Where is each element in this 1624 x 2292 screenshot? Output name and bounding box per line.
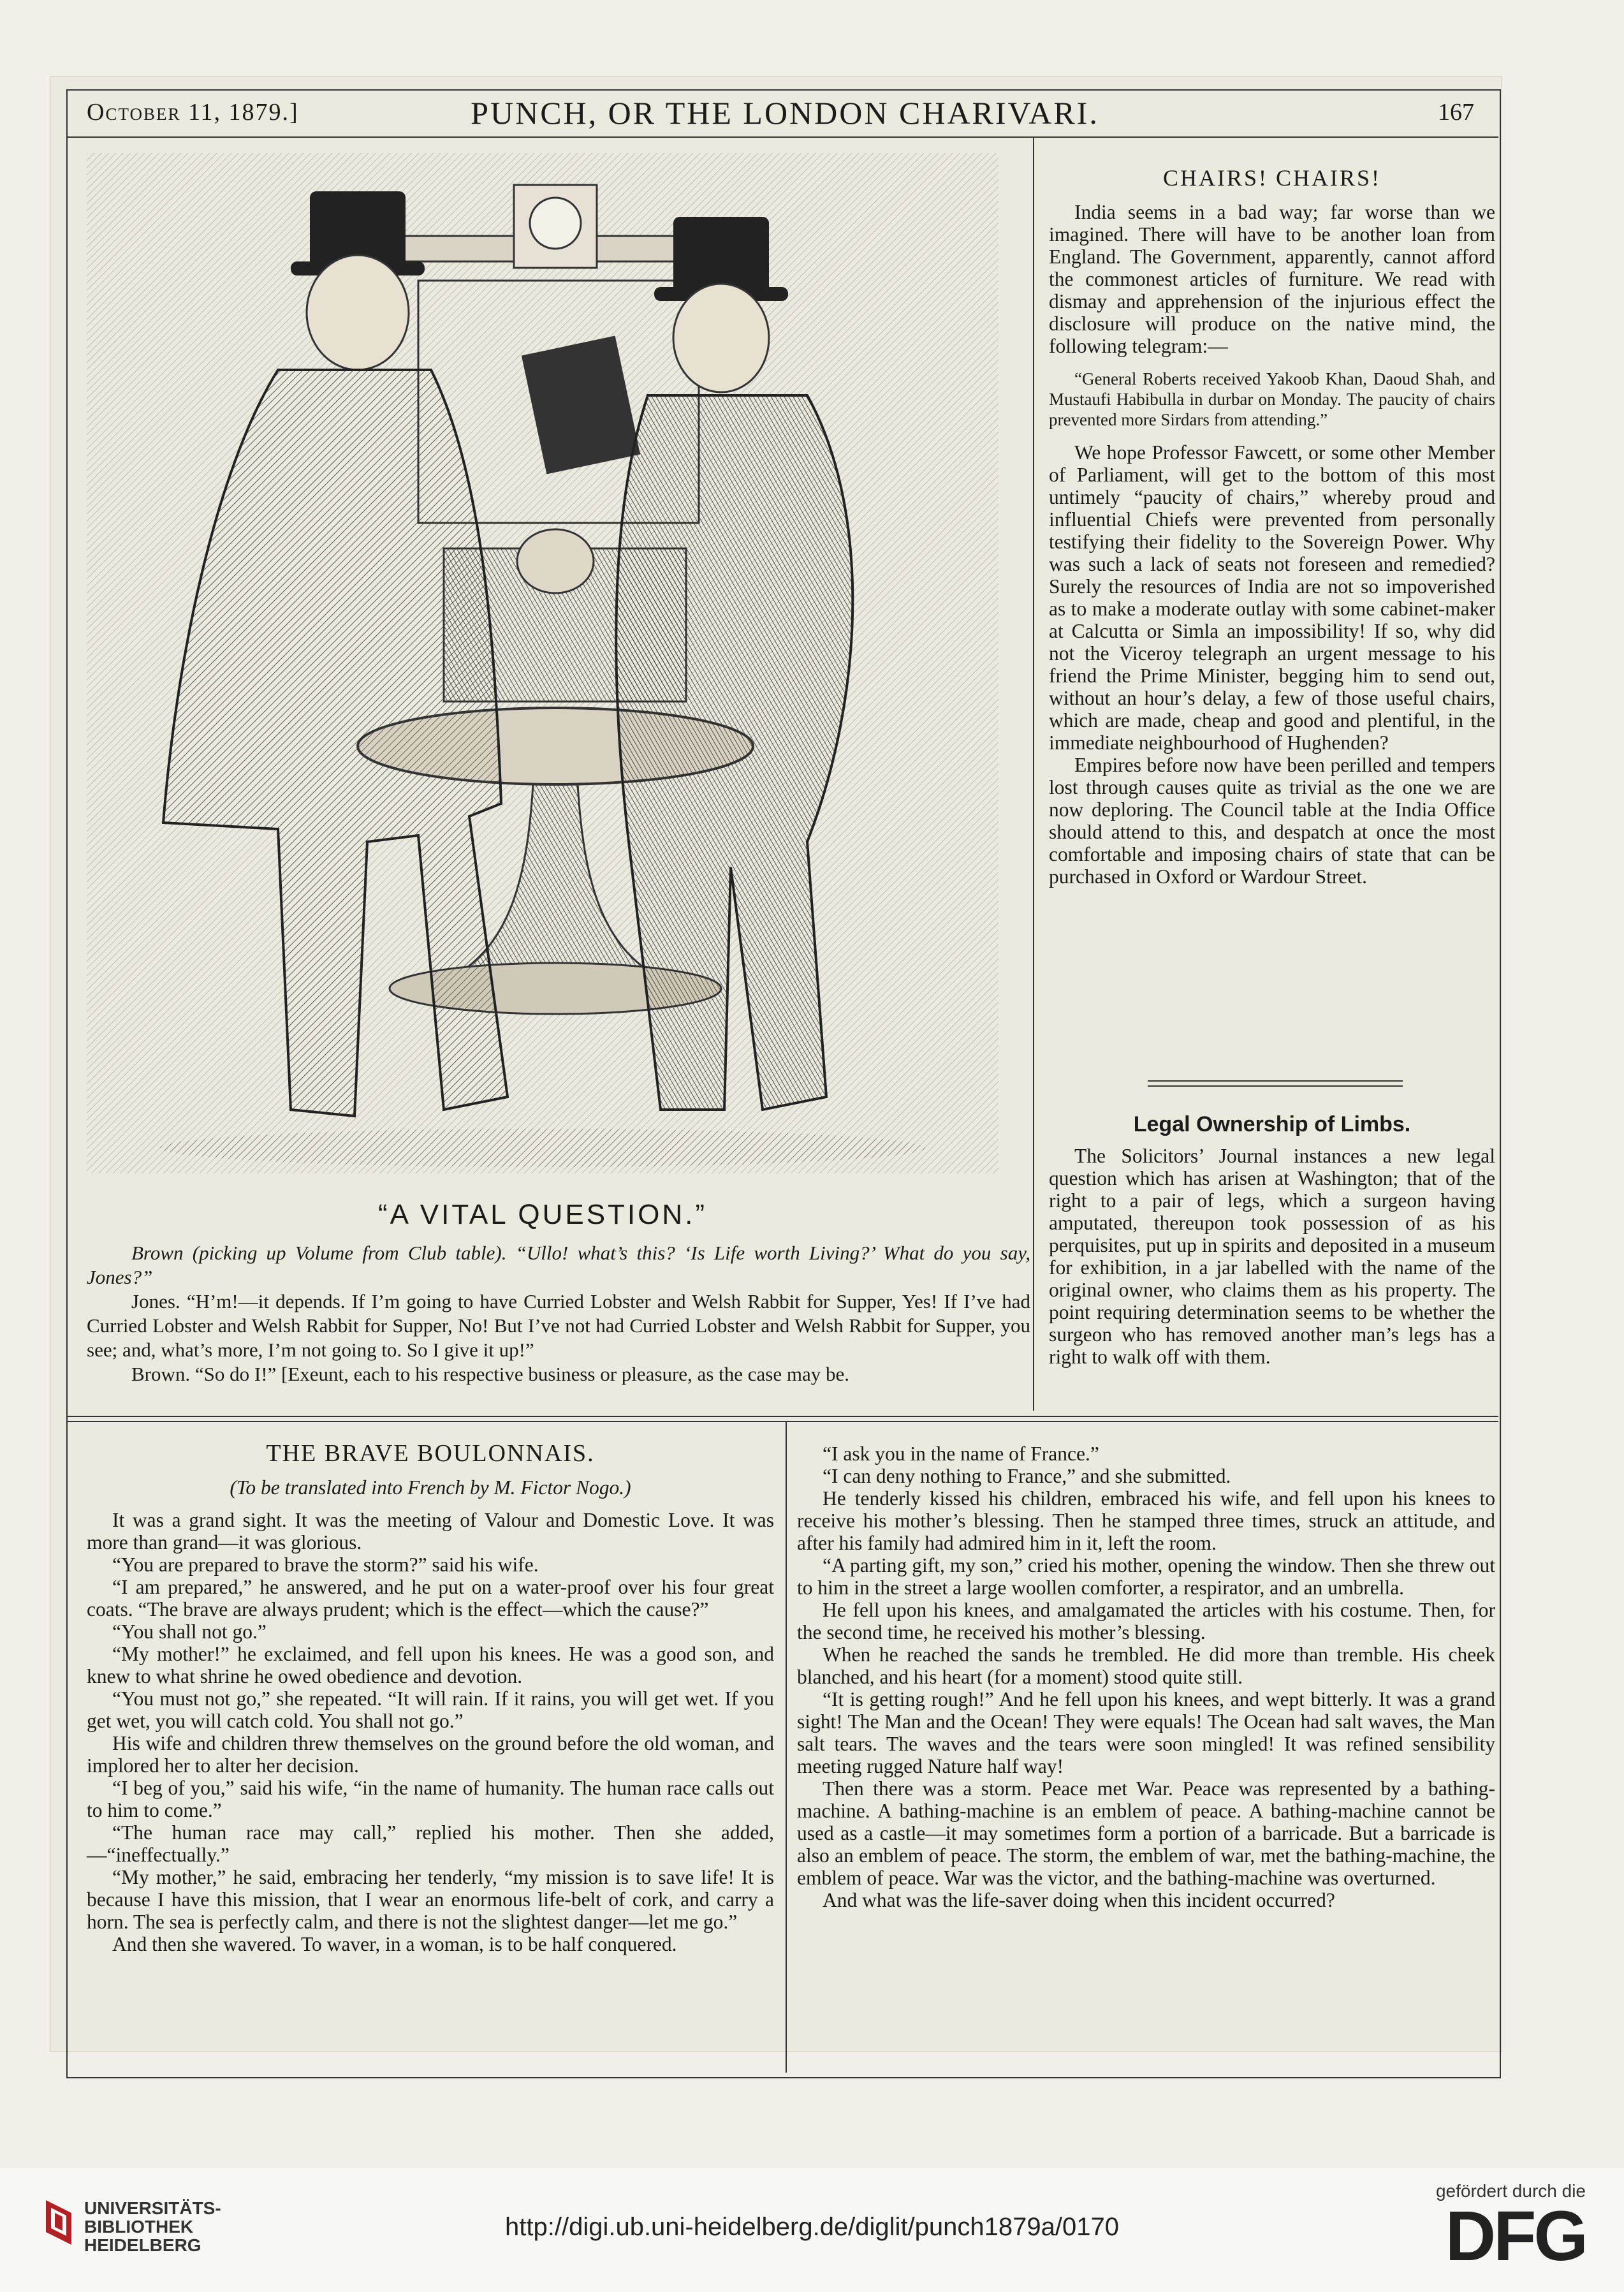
header-title: PUNCH, OR THE LONDON CHARIVARI. [471, 95, 1099, 131]
cartoon-illustration [87, 153, 999, 1173]
chairs-paragraph-3: Empires before now have been perilled and tempers lost through causes quite as trivial as the one we are now deploring. The Council table at the India Office should attend to this, and despatch at once the most comfortable and imposing chairs of state that can be purchased in Oxford or Wardour Street. [1049, 754, 1495, 888]
chairs-paragraph-1: India seems in a bad way; far worse than we imagined. There will have to be another loan from England. The Government, apparently, cannot afford the commonest articles of furniture. We read with dismay and apprehension of the injurious effect the disclosure will produce on the native mind, the following telegram:— [1049, 201, 1495, 357]
cartoon-title: “A VITAL QUESTION.” [377, 1199, 708, 1230]
brave-right-p9: And what was the life-saver doing when this incident occurred? [823, 1889, 1335, 1911]
caption-line-brown: Brown (picking up Volume from Club table). “Ullo! what’s this? ‘Is Life worth Living?’ What do you say, Jones?” [87, 1242, 1030, 1288]
page-number: 167 [1438, 99, 1474, 126]
library-name: UNIVERSITÄTS- BIBLIOTHEK HEIDELBERG [84, 2198, 221, 2255]
column-divider-bottom [786, 1422, 787, 2073]
header-date: October 11, 1879.] [87, 99, 299, 126]
brave-right-p6: When he reached the sands he trembled. He did more than tremble. His cheek blanched, and his heart (for a moment) stood quite still. [797, 1643, 1495, 1688]
chairs-quote: “General Roberts received Yakoob Khan, Daoud Shah, and Mustaufi Habibulla in durbar on Monday. The paucity of chairs prevented more Sirdars from attending.” [1049, 369, 1495, 429]
brave-right-column [797, 1443, 1495, 1911]
section-rule [66, 1416, 1498, 1417]
brave-left-p8: “I beg of you,” said his wife, “in the name of humanity. The human race calls out to him to come.” [87, 1777, 774, 1821]
brave-left-p6: “You must not go,” she repeated. “It will rain. If it rains, you will get wet. If you get wet, you will catch cold. You shall not go.” [87, 1687, 774, 1732]
brave-left-p2: “You are prepared to brave the storm?” said his wife. [112, 1554, 539, 1576]
brave-right-p4: “A parting gift, my son,” cried his mother, opening the window. Then she threw out to him in the street a large woollen comforter, a respirator, and an umbrella. [797, 1554, 1495, 1599]
sponsor-label: gefördert durch die [1435, 2181, 1586, 2201]
brave-left-p5: “My mother!” he exclaimed, and fell upon his knees. He was a good son, and knew to what shrine he owed obedience and devotion. [87, 1643, 774, 1687]
brave-left-column [87, 1440, 774, 1955]
section-divider [1148, 1080, 1403, 1087]
limbs-article [1049, 1113, 1495, 1368]
chairs-paragraph-2: We hope Professor Fawcett, or some other Member of Parliament, will get to the bottom of this most untimely “paucity of chairs,” whereby proud and influential Chiefs were prevented from personally testifying their fidelity to the Sovereign Power. Why was such a lack of seats not foreseen and remedied? Surely the resources of India are not so impoverished as to make a moderate outlay with some cabinet-maker at Calcutta or Simla an impossibility! If so, why did not the Viceroy telegraph an urgent message to his friend the Prime Minister, begging him to send out, without an hour’s delay, a few of those useful chairs, which are made, cheap and good and plentiful, in the immediate neighbourhood of Hughenden? [1049, 441, 1495, 754]
brave-right-p1: “I ask you in the name of France.” [823, 1443, 1099, 1465]
dfg-logo[interactable]: DFG [1445, 2197, 1586, 2275]
brave-heading: THE BRAVE BOULONNAIS. [266, 1440, 595, 1467]
brave-left-p1: It was a grand sight. It was the meeting of Valour and Domestic Love. It was more than grand—it was glorious. [87, 1509, 774, 1554]
caption-line-brown-2: Brown. “So do I!” [Exeunt, each to his respective business or pleasure, as the case may be. [131, 1363, 849, 1385]
brave-right-p7: “It is getting rough!” And he fell upon his knees, and wept bitterly. It was a grand sight! The Man and the Ocean! They were equals! The Ocean had salt waves, the Man salt tears. The waves and the tears were soon mingled! It was refined sensibility meeting rugged Nature half way! [797, 1688, 1495, 1777]
column-divider-top [1033, 136, 1034, 1411]
brave-left-p11: And then she wavered. To waver, in a woman, is to be half conquered. [112, 1933, 677, 1955]
chairs-heading: CHAIRS! CHAIRS! [1162, 165, 1382, 191]
brave-right-p5: He fell upon his knees, and amalgamated the articles with his costume. Then, for the second time, he received his mother’s blessing. [797, 1599, 1495, 1643]
running-header [87, 94, 1483, 130]
brave-right-p3: He tenderly kissed his children, embraced his wife, and fell upon his knees to receive his mother’s blessing. Then he stamped three times, struck an attitude, and after his family had admired him in it, left the room. [797, 1487, 1495, 1554]
brave-subheading: (To be translated into French by M. Fictor Nogo.) [230, 1476, 631, 1499]
brave-right-p8: Then there was a storm. Peace met War. Peace was represented by a bathing-machine. A bathing-machine is an emblem of peace. A bathing-machine cannot be used as a castle—it may sometimes form a portion of a barricade. But a barricade is also an emblem of peace. The storm, the emblem of war, met the bathing-machine, the emblem of peace. War was the victor, and the bathing-machine was overturned. [797, 1777, 1495, 1889]
limbs-heading: Legal Ownership of Limbs. [1133, 1112, 1411, 1136]
cartoon-caption [87, 1241, 1030, 1386]
sponsor-block [1414, 2181, 1586, 2275]
header-rule [66, 136, 1498, 138]
chairs-article [1049, 167, 1495, 888]
brave-left-p4: “You shall not go.” [112, 1620, 267, 1643]
brave-left-p3: “I am prepared,” he answered, and he put on a water-proof over his four great coats. “The brave are always prudent; which is the effect—which the cause?” [87, 1576, 774, 1620]
source-url-link[interactable]: http://digi.ub.uni-heidelberg.de/diglit/punch1879a/0170 [505, 2213, 1119, 2241]
brave-left-p7: His wife and children threw themselves on the ground before the old woman, and implored her to alter her decision. [87, 1732, 774, 1777]
caption-line-jones: Jones. “H’m!—it depends. If I’m going to have Curried Lobster and Welsh Rabbit for Supper, Yes! If I’ve had Curried Lobster and Welsh Rabbit for Supper, No! But I’ve not had Curried Lobster and Welsh Rabbit for Supper, you see; and, what’s more, I’m not going to. So I give it up!” [87, 1290, 1030, 1361]
brave-left-p10: “My mother,” he said, embracing her tenderly, “my mission is to save life! It is because I have this mission, that I wear an enormous life-belt of cork, and carry a horn. The sea is perfectly calm, and there is not the slightest danger—let me go.” [87, 1866, 774, 1933]
brave-right-p2: “I can deny nothing to France,” and she submitted. [823, 1465, 1231, 1487]
brave-left-p9: “The human race may call,” replied his mother. Then she added, —“ineffectually.” [87, 1821, 774, 1866]
limbs-paragraph: The Solicitors’ Journal instances a new legal question which has arisen at Washington; that of the right to a pair of legs, which a surgeon having amputated, thereupon took possession of as his perquisites, put up in spirits and deposited in a museum for exhibition, in a jar labelled with the name of the original owner, who claims them as his property. The point requiring determination seems to be whether the surgeon who has removed another man’s legs has a right to walk off with them. [1049, 1145, 1495, 1368]
section-rule-2 [66, 1421, 1498, 1422]
